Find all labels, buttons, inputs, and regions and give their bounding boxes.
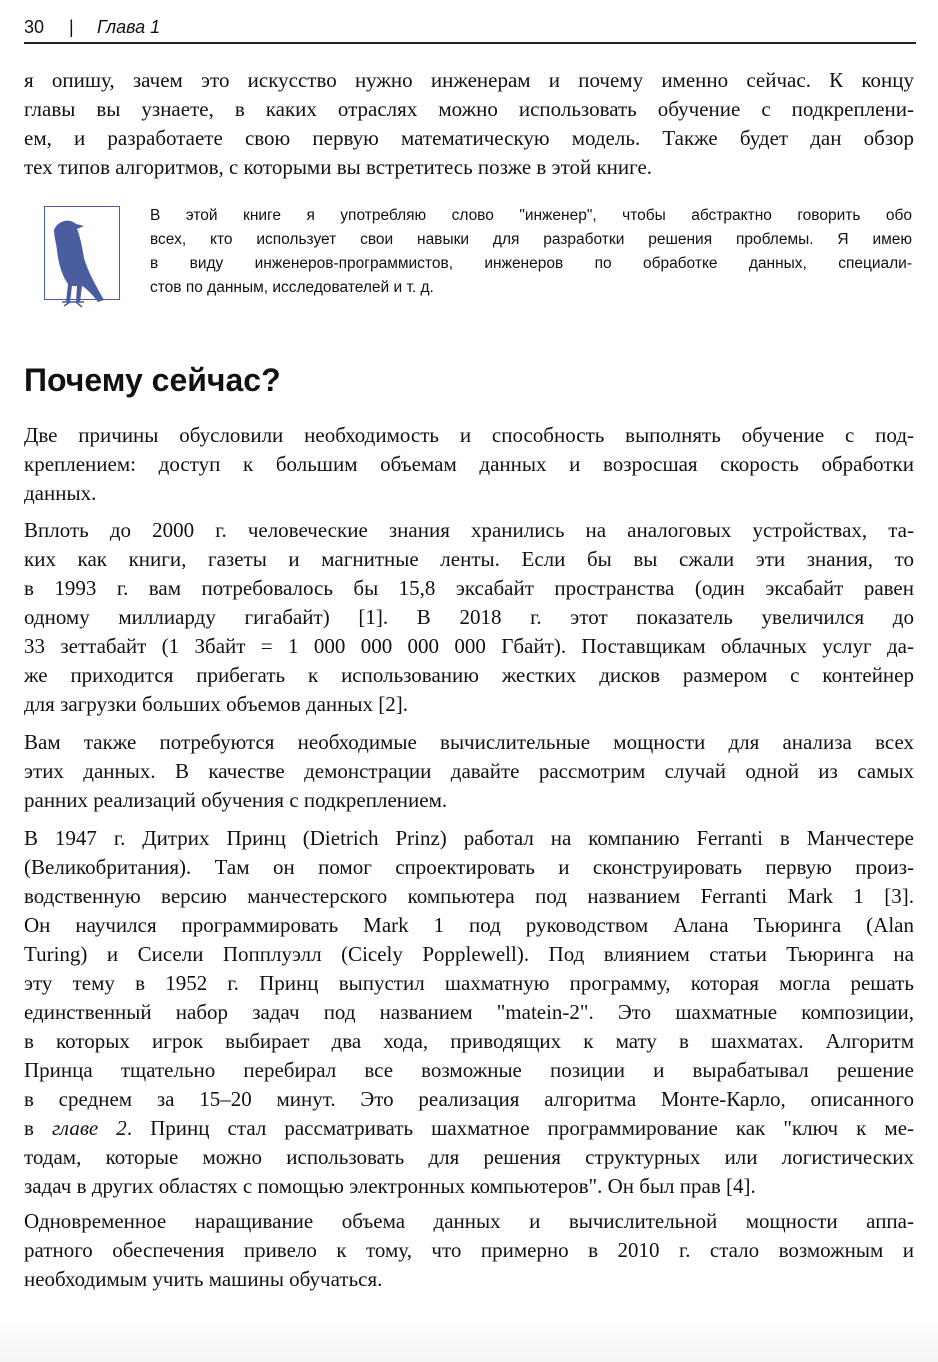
line-text: задач в других областях с помощью электронных компьютеров". Он был прав [4]. — [24, 1174, 756, 1198]
line-text: же приходится прибегать к использованию жестких дисков размером с контейнер — [24, 663, 914, 687]
line-text: тодам, которые можно использовать для решения структурных или логистических — [24, 1145, 914, 1169]
text-line — [24, 690, 914, 719]
line-text: Одновременное наращивание объема данных и вычислительной мощности аппа- — [24, 1209, 914, 1233]
line-text: В этой книге я употребляю слово "инженер", чтобы абстрактно говорить обо — [150, 207, 912, 224]
line-text: одному миллиарду гигабайт) [1]. В 2018 г. этот показатель увеличился до — [24, 605, 914, 629]
text-line — [150, 276, 912, 300]
text-line — [24, 574, 914, 603]
text-line — [24, 940, 914, 969]
page-bottom-shade — [0, 1322, 938, 1362]
text-line — [24, 516, 914, 545]
line-text: водственную версию манчестерского компьютера под названием Ferranti Mark 1 [3]. — [24, 884, 914, 908]
text-line — [24, 95, 914, 124]
line-text: креплением: доступ к большим объемам данных и возросшая скорость обработки — [24, 452, 914, 476]
line-text: В 1947 г. Дитрих Принц (Dietrich Prinz) работал на компанию Ferranti в Манчестере — [24, 826, 914, 850]
page-number: 30 — [24, 17, 45, 37]
text-line — [24, 1085, 914, 1114]
text-line — [24, 911, 914, 940]
body-paragraph — [24, 728, 914, 815]
header-separator: | — [69, 17, 74, 37]
text-line — [24, 786, 914, 815]
line-text: в которых игрок выбирает два хода, приводящих к мату в шахматах. Алгоритм — [24, 1029, 914, 1053]
line-text: необходимым учить машины обучаться. — [24, 1267, 383, 1291]
line-text: всех, кто использует свои навыки для разработки решения проблемы. Я имею — [150, 231, 912, 248]
intro-paragraph — [24, 66, 914, 182]
line-text: Принца тщательно перебирал все возможные позиции и вырабатывал решение — [24, 1058, 914, 1082]
line-text: (Великобритания). Там он помог спроектировать и сконструировать первую произ- — [24, 855, 914, 879]
line-text: 33 зеттабайт (1 Збайт = 1 000 000 000 000 Гбайт). Поставщикам облачных услуг да- — [24, 634, 914, 658]
line-text: главы вы узнаете, в каких отраслях можно использовать обучение с подкреплени- — [24, 97, 914, 121]
line-text: эту тему в 1952 г. Принц выпустил шахматную программу, которая могла решать — [24, 971, 914, 995]
chapter-reference: главе 2 — [51, 1116, 127, 1140]
text-line — [24, 603, 914, 632]
line-text: в главе 2. Принц стал рассматривать шахматное программирование как "ключ к ме- — [24, 1116, 915, 1140]
text-line — [24, 124, 914, 153]
text-line — [150, 228, 912, 252]
line-text: Две причины обусловили необходимость и способность выполнять обучение с под- — [24, 423, 914, 447]
line-text: этих данных. В качестве демонстрации давайте рассмотрим случай одной из самых — [24, 759, 914, 783]
line-text: для загрузки больших объемов данных [2]. — [24, 692, 409, 716]
line-text: в виду инженеров-программистов, инженеров по обработке данных, специали- — [150, 255, 912, 272]
text-line — [24, 1265, 914, 1294]
text-line — [24, 824, 914, 853]
body-paragraph — [24, 1207, 914, 1294]
text-line — [24, 661, 914, 690]
body-paragraph — [24, 516, 914, 719]
line-text: в среднем за 15–20 минут. Это реализация алгоритма Монте-Карло, описанного — [24, 1087, 914, 1111]
line-text: Вплоть до 2000 г. человеческие знания хранились на аналоговых устройствах, та- — [24, 518, 914, 542]
line-text: тех типов алгоритмов, с которыми вы встретитесь позже в этой книге. — [24, 155, 653, 179]
line-text: Он научился программировать Mark 1 под руководством Алана Тьюринга (Alan — [24, 913, 914, 937]
text-line — [24, 1172, 914, 1201]
section-heading: Почему сейчас? — [24, 362, 281, 398]
chapter-title: Глава 1 — [97, 17, 161, 37]
text-line — [24, 153, 914, 182]
line-text: стов по данным, исследователей и т. д. — [150, 279, 434, 296]
text-line — [24, 853, 914, 882]
body-paragraph — [24, 824, 914, 1201]
text-line — [24, 728, 914, 757]
text-line — [24, 757, 914, 786]
text-line — [24, 66, 914, 95]
text-line — [24, 545, 914, 574]
text-line — [150, 204, 912, 228]
text-line — [24, 1143, 914, 1172]
line-text: Turing) и Сисели Попплуэлл (Cicely Popplewell). Под влиянием статьи Тьюринга на — [24, 942, 914, 966]
text-line — [24, 1027, 914, 1056]
text-line — [150, 252, 912, 276]
note-text — [150, 204, 912, 300]
text-line — [24, 998, 914, 1027]
body-paragraph — [24, 421, 914, 508]
text-line — [24, 1114, 914, 1143]
text-line — [24, 1207, 914, 1236]
line-text: ем, и разработаете свою первую математическую модель. Также будет дан обзор — [24, 126, 914, 150]
text-line — [24, 632, 914, 661]
line-text: я опишу, зачем это искусство нужно инженерам и почему именно сейчас. К концу — [24, 68, 914, 92]
bird-note-icon — [40, 206, 124, 310]
line-text: ранних реализаций обучения с подкреплением. — [24, 788, 448, 812]
page-header — [24, 14, 916, 44]
text-line — [24, 1056, 914, 1085]
line-text: ких как книги, газеты и магнитные ленты. Если бы вы сжали эти знания, то — [24, 547, 914, 571]
text-line — [24, 1236, 914, 1265]
line-text: в 1993 г. вам потребовалось бы 15,8 эксабайт пространства (один эксабайт равен — [24, 576, 914, 600]
line-text: ратного обеспечения привело к тому, что примерно в 2010 г. стало возможным и — [24, 1238, 914, 1262]
line-text: данных. — [24, 481, 97, 505]
text-line — [24, 882, 914, 911]
text-line — [24, 421, 914, 450]
text-line — [24, 450, 914, 479]
line-text: Вам также потребуются необходимые вычислительные мощности для анализа всех — [24, 730, 914, 754]
text-line — [24, 969, 914, 998]
line-text: единственный набор задач под названием "matein-2". Это шахматные композиции, — [24, 1000, 914, 1024]
text-line — [24, 479, 914, 508]
